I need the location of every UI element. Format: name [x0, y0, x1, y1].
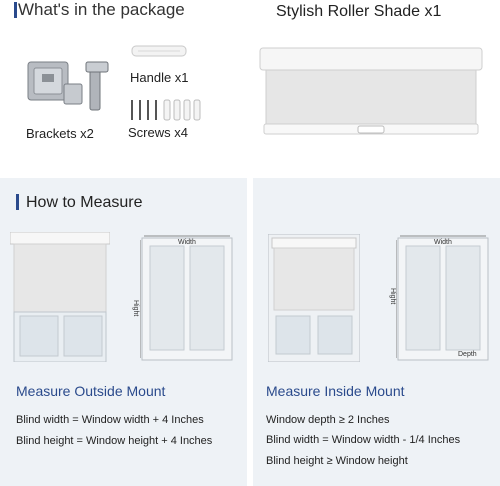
inside-mount-shade-image: [268, 234, 360, 362]
outside-mount-window-image: [140, 232, 236, 364]
package-title: What's in the package: [18, 0, 185, 19]
inside-height-label: Hight: [389, 288, 396, 305]
outside-width-formula: Blind width = Window width + 4 Inches: [16, 414, 204, 426]
brackets-image: [24, 56, 114, 116]
inside-mount-title: Measure Inside Mount: [266, 383, 405, 399]
inside-depth-formula: Window depth ≥ 2 Inches: [266, 414, 390, 426]
outside-width-label: Width: [178, 239, 196, 246]
inside-mount-window-image: [396, 232, 492, 364]
screws-image: [126, 98, 206, 122]
brackets-label: Brackets x2: [26, 126, 94, 141]
roller-shade-image: [256, 44, 486, 140]
outside-mount-title: Measure Outside Mount: [16, 383, 166, 399]
handle-label: Handle x1: [130, 70, 189, 85]
section-accent-bar: [14, 2, 17, 18]
handle-image: [130, 42, 190, 62]
measure-accent-bar: [16, 194, 19, 210]
screws-label: Screws x4: [128, 125, 188, 140]
inside-height-formula: Blind height ≥ Window height: [266, 455, 408, 467]
outside-mount-shade-image: [10, 232, 110, 362]
shade-title: Stylish Roller Shade x1: [276, 3, 442, 20]
inside-width-label: Width: [434, 239, 452, 246]
outside-height-formula: Blind height = Window height + 4 Inches: [16, 435, 213, 447]
inside-depth-label: Depth: [458, 351, 477, 358]
measure-title: How to Measure: [26, 194, 143, 211]
inside-width-formula: Blind width = Window width - 1/4 Inches: [266, 434, 461, 446]
outside-height-label: Hight: [132, 300, 139, 317]
